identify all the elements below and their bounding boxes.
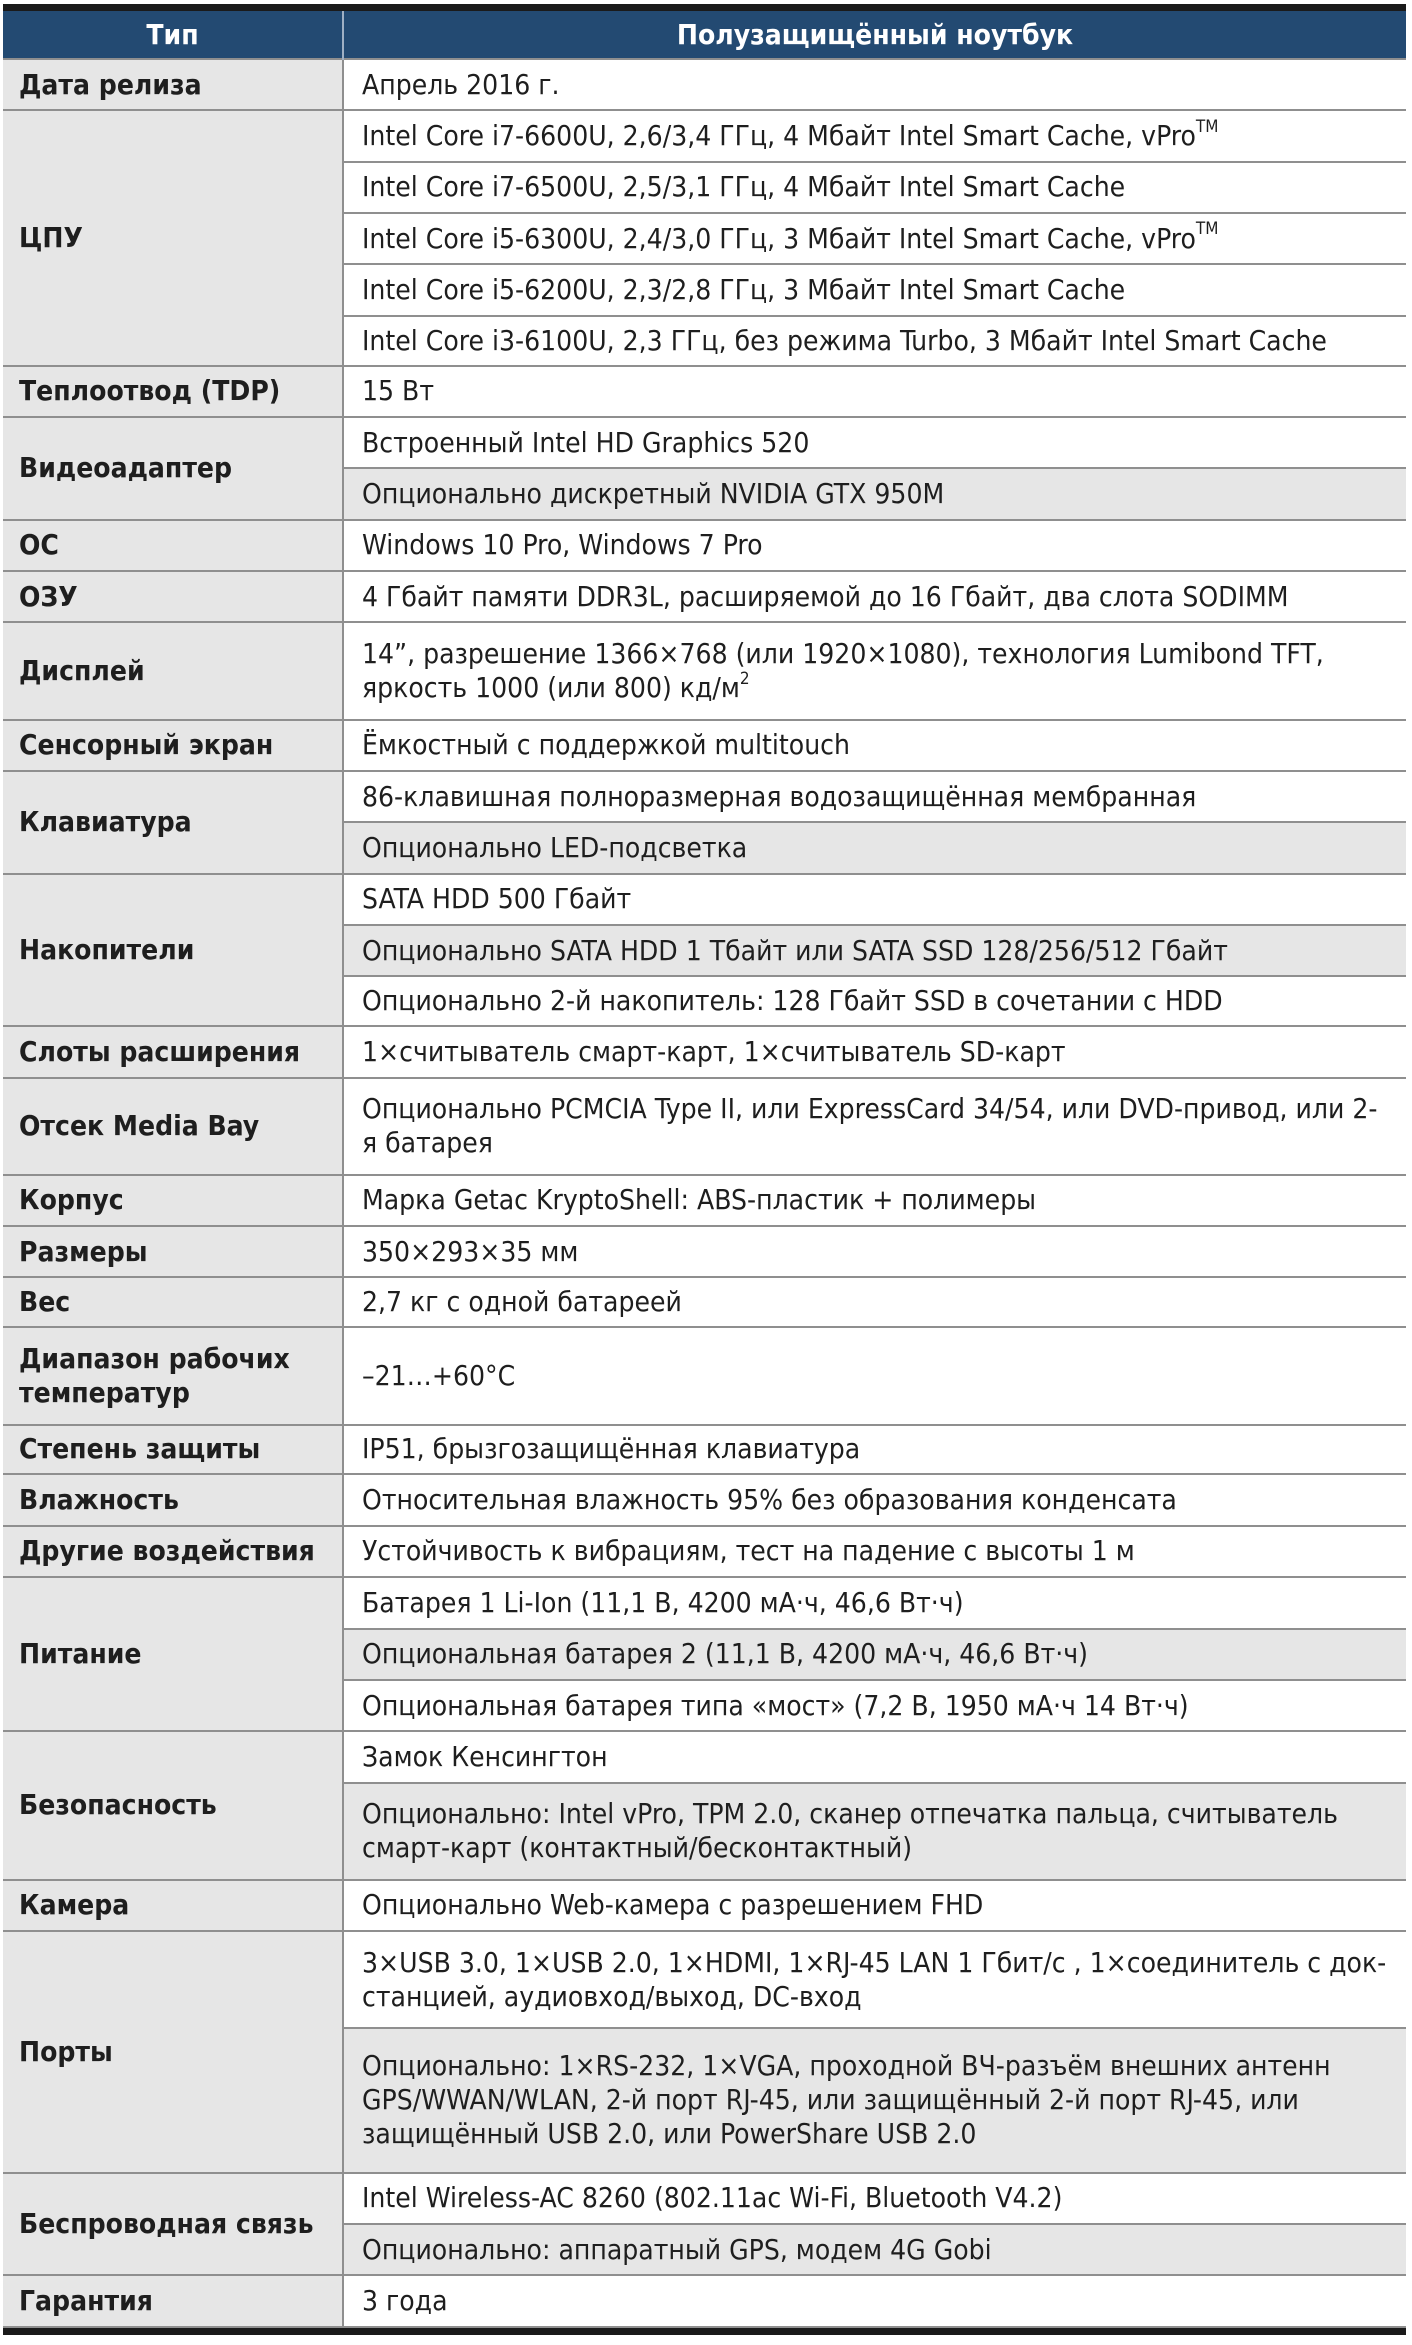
table-row [3,622,1406,719]
table-row [3,1731,1406,1782]
spec-value: Intel Wireless-AC 8260 (802.11ac Wi-Fi, Bluetooth V4.2) [343,2173,1406,2224]
table-row [3,571,1406,622]
spec-label: Камера [3,1880,343,1931]
table-row [3,1880,1406,1931]
spec-value: Опциональная батарея типа «мост» (7,2 В, 1950 мА·ч 14 Вт·ч) [343,1680,1406,1731]
table-row [3,366,1406,417]
spec-label: Дата релиза [3,59,343,110]
spec-table [3,11,1406,2328]
spec-value: Опционально: 1×RS-232, 1×VGA, проходной ВЧ-разъём внешних антенн GPS/WWAN/WLAN, 2-й порт RJ-45, или защищённый 2-й порт RJ-45, или защищённый USB 2.0, или PowerShare USB 2.0 [343,2028,1406,2172]
spec-label: Отсек Media Bay [3,1078,343,1175]
table-row [3,1327,1406,1424]
spec-label: Порты [3,1931,343,2173]
spec-value: Встроенный Intel HD Graphics 520 [343,417,1406,468]
spec-value: Intel Core i7-6600U, 2,6/3,4 ГГц, 4 Мбайт Intel Smart Cache, vPro™ [343,110,1406,161]
table-row [3,1526,1406,1577]
spec-label: Вес [3,1277,343,1327]
table-row [3,1078,1406,1175]
table-row [3,720,1406,771]
spec-label: Накопители [3,874,343,1027]
table-row [3,2173,1406,2224]
spec-value: 3 года [343,2275,1406,2327]
header-type: Тип [3,11,343,59]
spec-value: 15 Вт [343,366,1406,417]
spec-value: 1×считыватель смарт-карт, 1×считыватель SD-карт [343,1026,1406,1077]
spec-value: Опционально: аппаратный GPS, модем 4G Gobi [343,2224,1406,2275]
spec-label: Гарантия [3,2275,343,2327]
table-row [3,2275,1406,2327]
spec-label: ОЗУ [3,571,343,622]
table-row [3,1226,1406,1277]
spec-label: Корпус [3,1175,343,1226]
table-row [3,1577,1406,1628]
spec-label: Слоты расширения [3,1026,343,1077]
spec-value: SATA HDD 500 Гбайт [343,874,1406,925]
spec-value: 86-клавишная полноразмерная водозащищённая мембранная [343,771,1406,822]
spec-table-frame [3,4,1406,2335]
table-row [3,110,1406,161]
spec-label: Беспроводная связь [3,2173,343,2276]
spec-value: Опционально Web-камера с разрешением FHD [343,1880,1406,1931]
spec-body [3,59,1406,2327]
spec-label: Другие воздействия [3,1526,343,1577]
spec-label: Размеры [3,1226,343,1277]
spec-value: Опционально 2-й накопитель: 128 Гбайт SSD в сочетании с HDD [343,976,1406,1026]
spec-label: Клавиатура [3,771,343,874]
spec-value: Intel Core i5-6200U, 2,3/2,8 ГГц, 3 Мбайт Intel Smart Cache [343,264,1406,315]
spec-value: Windows 10 Pro, Windows 7 Pro [343,520,1406,571]
spec-value: Замок Кенсингтон [343,1731,1406,1782]
spec-value: Опционально дискретный NVIDIA GTX 950M [343,468,1406,519]
spec-label: ЦПУ [3,110,343,365]
table-row [3,1277,1406,1327]
spec-label: Степень защиты [3,1425,343,1475]
spec-label: Теплоотвод (TDP) [3,366,343,417]
spec-value: –21…+60°C [343,1327,1406,1424]
table-row [3,771,1406,822]
spec-label: Диапазон рабочих температур [3,1327,343,1424]
spec-value: Ёмкостный с поддержкой multitouch [343,720,1406,771]
table-row [3,520,1406,571]
spec-value: 350×293×35 мм [343,1226,1406,1277]
spec-value: Intel Core i3-6100U, 2,3 ГГц, без режима Turbo, 3 Мбайт Intel Smart Cache [343,316,1406,366]
spec-value: Опционально PCMCIA Type II, или ExpressCard 34/54, или DVD-привод, или 2-я батарея [343,1078,1406,1175]
spec-value: 14”, разрешение 1366×768 (или 1920×1080), технология Lumibond TFT, яркость 1000 (или 800) $кд/м^2$ [343,622,1406,719]
table-row [3,874,1406,925]
table-row [3,1425,1406,1475]
spec-label: Безопасность [3,1731,343,1880]
spec-label: Влажность [3,1474,343,1525]
spec-value: Марка Getac KryptoShell: ABS-пластик + полимеры [343,1175,1406,1226]
table-row [3,59,1406,110]
spec-value: Устойчивость к вибрациям, тест на падение с высоты 1 м [343,1526,1406,1577]
spec-label: Дисплей [3,622,343,719]
spec-value: 4 Гбайт памяти DDR3L, расширяемой до 16 Гбайт, два слота SODIMM [343,571,1406,622]
header-product: Полузащищённый ноутбук [343,11,1406,59]
table-row [3,417,1406,468]
table-row [3,1026,1406,1077]
spec-label: Питание [3,1577,343,1731]
header-row [3,11,1406,59]
spec-value: Опционально LED-подсветка [343,822,1406,873]
spec-value: Опциональная батарея 2 (11,1 В, 4200 мА·ч, 46,6 Вт·ч) [343,1629,1406,1680]
spec-value: Опционально: Intel vPro, TPM 2.0, сканер отпечатка пальца, считыватель смарт-карт (контактный/бесконтактный) [343,1783,1406,1880]
spec-value: Опционально SATA HDD 1 Тбайт или SATA SSD 128/256/512 Гбайт [343,925,1406,976]
spec-value: Апрель 2016 г. [343,59,1406,110]
spec-value: Intel Core i7-6500U, 2,5/3,1 ГГц, 4 Мбайт Intel Smart Cache [343,162,1406,213]
spec-label: ОС [3,520,343,571]
spec-value: 3×USB 3.0, 1×USB 2.0, 1×HDMI, 1×RJ-45 LAN 1 Гбит/с , 1×соединитель с док-станцией, аудиовход/выход, DC-вход [343,1931,1406,2028]
table-row [3,1175,1406,1226]
spec-value: Относительная влажность 95% без образования конденсата [343,1474,1406,1525]
spec-label: Сенсорный экран [3,720,343,771]
table-row [3,1474,1406,1525]
spec-value: Батарея 1 Li-Ion (11,1 В, 4200 мА·ч, 46,6 Вт·ч) [343,1577,1406,1628]
spec-label: Видеоадаптер [3,417,343,520]
spec-value: Intel Core i5-6300U, 2,4/3,0 ГГц, 3 Мбайт Intel Smart Cache, vPro™ [343,213,1406,264]
table-row [3,1931,1406,2028]
spec-value: 2,7 кг с одной батареей [343,1277,1406,1327]
spec-value: IP51, брызгозащищённая клавиатура [343,1425,1406,1475]
